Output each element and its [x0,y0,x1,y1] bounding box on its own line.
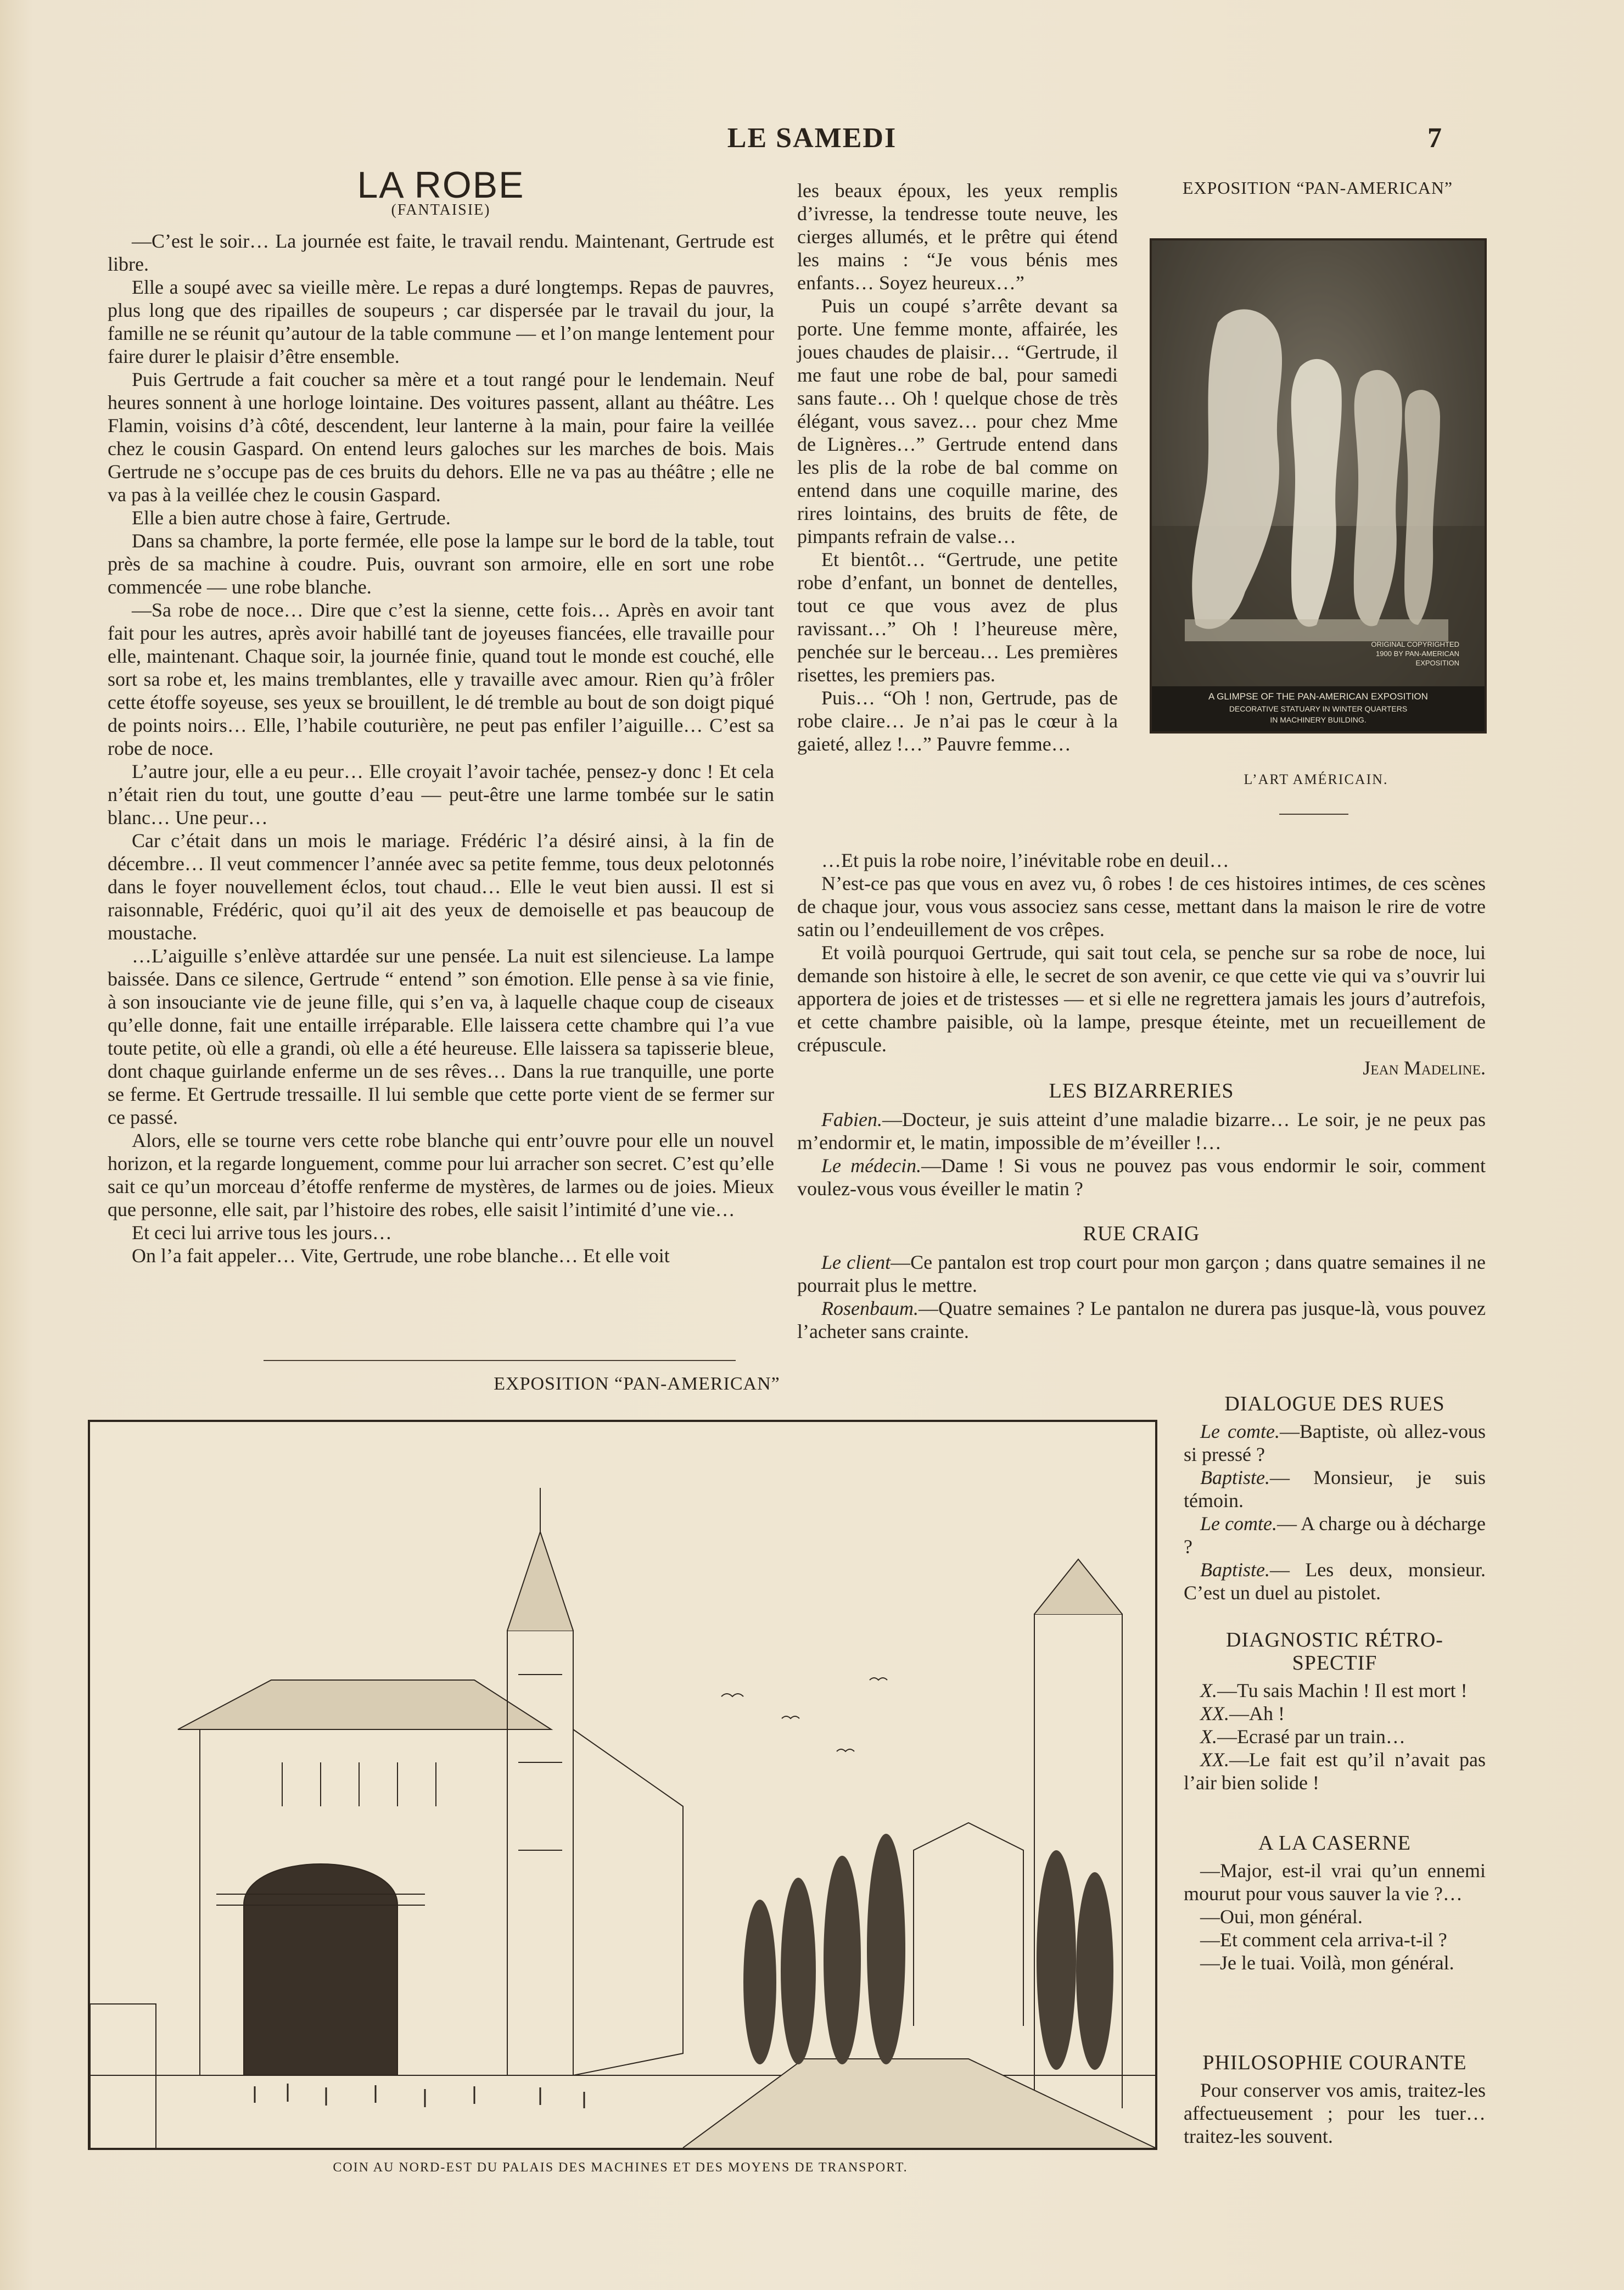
palace-illustration [90,1422,1155,2148]
dialogue-line: —Docteur, je suis atteint d’une maladie bizarre… Le soir, je ne peux pas m’endormir et, le matin, impossible de m’éveiller !… [797,1108,1486,1154]
paragraph: …Et puis la robe noire, l’inévitable robe en deuil… [821,849,1229,871]
speaker: X. [1200,1726,1217,1748]
speaker: Rosenbaum. [821,1297,919,1319]
statuary-figures [1152,240,1485,731]
speaker: XX. [1200,1749,1229,1771]
running-title: LE SAMEDI [727,122,897,154]
paragraph: Car c’était dans un mois le mariage. Frédéric l’a désiré ainsi, à la fin de décembre… Il veut commencer l’année avec sa petite femme, tous deux pelotonnés dans le foyer nouvellement éclos, tout chaud… Elle le veut bien aussi. Il est si raisonnable, Frédéric, quoi qu’il ait des yeux de demoiselle et pas beaucoup de moustache. [108,830,774,944]
dialogue-line: —Ce pantalon est trop court pour mon garçon ; dans quatre semaines il ne pourrait plus le mettre. [797,1251,1486,1296]
dialogue-des-rues-section [1184,1392,1486,1604]
paragraph: Elle a soupé avec sa vieille mère. Le repas a duré longtemps. Repas de pauvres, plus long que des ripailles de soupeurs ; car dispersée par le travail du jour, la famille ne se réunit qu’autour de la table commune — et l’on mange lentement pour faire durer le plaisir d’être ensemble. [108,276,774,367]
dialogue-line: —Oui, mon général. [1200,1906,1363,1928]
paragraph: Dans sa chambre, la porte fermée, elle pose la lampe sur le bord de la table, tout près de sa machine à coudre. Puis, ouvrant son armoire, elle en sort une robe commencée — une robe blanche. [108,530,774,598]
inset-caption-1: A GLIMPSE OF THE PAN-AMERICAN EXPOSITION [1208,691,1428,702]
dialogue-line: —Je le tuai. Voilà, mon général. [1200,1952,1454,1974]
speaker: Fabien. [821,1108,882,1130]
short-rule [1279,814,1348,815]
section-rule [264,1360,736,1361]
la-robe-column-1 [108,164,774,1267]
dialogue-line: — Monsieur, je suis témoin. [1184,1466,1486,1511]
photo-caption: L’ART AMÉRICAIN. [1244,771,1388,787]
speaker: Le comte. [1200,1513,1278,1535]
paragraph: …L’aiguille s’enlève attardée sur une pensée. La nuit est silencieuse. La lampe baissée. Dans ce silence, Gertrude “ entend ” son émotion. Elle pense à sa vie finie, à son insouciante vie de jeune fille, qui s’en va, à laquelle chaque coup de ciseaux qu’elle donne, fait une entaille irréparable. Elle laissera cette chambre qui l’a vue toute petite, où elle a grandi, où elle a été heureuse. Elle laissera sa tapisserie bleue, dont chaque guirlande enferme un de ses rêves… Dans la rue tranquille, une porte se ferme. Et Gertrude tressaille. Il lui semble que cette porte vient de se fermer sur ce passé. [108,945,774,1128]
dialogue-line: —Tu sais Machin ! Il est mort ! [1217,1679,1468,1701]
paragraph: Et voilà pourquoi Gertrude, qui sait tout cela, se penche sur sa robe de noce, lui demande son histoire à elle, le secret de son avenir, ce que cette vie qui va s’ouvrir lui apportera de joies et de tristesses — et si elle ne regrettera jamais les jours d’autrefois, et cette chambre paisible, où la lampe, presque éteinte, met un recueillement de crépuscule. [797,942,1486,1056]
speaker: Baptiste. [1200,1559,1270,1581]
dialogue-line: —Le fait est qu’il n’avait pas l’air bien solide ! [1184,1749,1486,1794]
philosophie-section [1184,2051,1486,2148]
dialogue-line: —Ah ! [1229,1703,1285,1725]
speaker: Le comte. [1200,1420,1280,1442]
paragraph: Et bientôt… “Gertrude, une petite robe d’enfant, un bonnet de dentelles, tout ce que vous avez de plus ravissant…” Oh ! l’heureuse mère, penchée sur le berceau… Les premières risettes, les premiers pas. [797,548,1118,686]
dialogue-line: —Dame ! Si vous ne pouvez pas vous endormir le soir, comment voulez-vous vous éveiller le matin ? [797,1155,1486,1200]
photo-heading: EXPOSITION “PAN-AMERICAN” [1182,178,1453,198]
speaker: XX. [1200,1703,1229,1725]
paragraph: Elle a bien autre chose à faire, Gertrude. [132,507,451,529]
dialogue-line: —Et comment cela arriva-t-il ? [1200,1929,1447,1951]
inset-credit-2: 1900 BY PAN-AMERICAN [1376,650,1459,658]
diagnostic-heading: DIAGNOSTIC RÉTRO-SPECTIF [1226,1628,1443,1675]
rue-craig-heading: RUE CRAIG [1083,1222,1200,1245]
paragraph: Puis… “Oh ! non, Gertrude, pas de robe claire… Je n’ai pas le cœur à la gaieté, allez !…” Pauvre femme… [797,687,1118,755]
caserne-heading: A LA CASERNE [1258,1832,1412,1855]
dialogue-line: —Ecrasé par un train… [1217,1726,1405,1748]
la-robe-wide [797,849,1486,1079]
paragraph: —C’est le soir… La journée est faite, le travail rendu. Maintenant, Gertrude est libre. [108,230,774,275]
dialogue-line: — A charge ou à décharge ? [1184,1513,1486,1558]
dialogue-line: —Major, est-il vrai qu’un ennemi mourut pour vous sauver la vie ?… [1184,1860,1486,1905]
paragraph: —Sa robe de noce… Dire que c’est la sienne, cette fois… Après en avoir tant fait pour les autres, après avoir habillé tant de joyeuses fiancées, elle travaille pour elle, maintenant. Chaque soir, la journée finie, quand tout le monde est couché, elle sort sa robe et, les mains tremblantes, elle y travaille avec amour. Rien qu’à frôler cette étoffe soyeuse, ses yeux se brouillent, le dé tremble au bout de son doigt piqué de points noirs… Elle, l’habile couturière, ne peut pas enfiler l’aiguille… C’est sa robe de noce. [108,599,774,759]
paragraph: L’autre jour, elle a eu peur… Elle croyait l’avoir tachée, pensez-y donc ! Et cela n’était rien du tout, une goutte d’eau — peut-être une larme tombée sur le satin blanc… Une peur… [108,760,774,828]
dialogue-line: — Les deux, monsieur. C’est un duel au pistolet. [1184,1559,1486,1604]
speaker: Baptiste. [1200,1466,1270,1488]
article-subtitle: (FANTAISIE) [391,201,491,219]
dialogue-line: —Baptiste, où allez-vous si pressé ? [1184,1420,1486,1465]
speaker: Le client [821,1251,891,1273]
engraving-caption: COIN AU NORD-EST DU PALAIS DES MACHINES ET DES MOYENS DE TRANSPORT. [333,2160,908,2175]
paragraph: les beaux époux, les yeux remplis d’ivresse, la tendresse toute neuve, les cierges allumés, et le prêtre qui étend les mains : “Je vous bénis mes enfants… Soyez heureux…” [797,180,1118,294]
paragraph: N’est-ce pas que vous en avez vu, ô robes ! de ces histoires intimes, de ces scènes de chaque jour, vous vous associez sans cesse, mettant dans la maison le rire de votre satin ou l’endeuillement de vos crêpes. [797,872,1486,940]
inset-credit-3: EXPOSITION [1415,659,1459,667]
machinery-palace-engraving [88,1420,1157,2150]
philosophie-heading: PHILOSOPHIE COURANTE [1202,2051,1467,2074]
paragraph: On l’a fait appeler… Vite, Gertrude, une robe blanche… Et elle voit [132,1245,670,1267]
paragraph: Puis un coupé s’arrête devant sa porte. Une femme monte, affairée, les joues chaudes de plaisir… “Gertrude, il me faut une robe de bal, pour samedi sans faute… Oh ! quelque chose de très élégant, vous savez… pour chez Mme de Lignères…” Gertrude entend dans les plis de la robe de bal comme on entend dans une coquille marine, des rires lointains, des bruits de fête, de pimpants refrain de valse… [797,295,1118,547]
inset-credit-1: ORIGINAL COPYRIGHTED [1371,640,1459,648]
dialogue-line: —Quatre semaines ? Le pantalon ne durera pas jusque-là, vous pouvez l’acheter sans crainte. [797,1297,1486,1342]
page-number: 7 [1427,122,1442,154]
rue-craig-section [797,1222,1486,1343]
speaker: X. [1200,1679,1217,1701]
article-title: LA ROBE [357,164,525,206]
bizarreries-section [797,1079,1486,1200]
paragraph: Alors, elle se tourne vers cette robe blanche qui entr’ouvre pour elle un nouvel horizon, et la regarde longuement, comme pour lui arracher son secret. C’est qu’elle sait ce qu’un morceau d’étoffe renferme de mystères, de larmes ou de joies. Mieux que personne, elle sait, par l’histoire des robes, elle saisit l’intimité d’une vie… [108,1129,774,1220]
dialogue-heading: DIALOGUE DES RUES [1224,1392,1445,1415]
inset-caption-3: IN MACHINERY BUILDING. [1270,715,1367,724]
paragraph: Et ceci lui arrive tous les jours… [132,1222,392,1244]
speaker: Le médecin. [821,1155,922,1177]
paragraph: Pour conserver vos amis, traitez-les affectueusement ; pour les tuer… traitez-les souvent. [1184,2079,1486,2147]
statuary-photo [1150,238,1487,734]
engraving-heading: EXPOSITION “PAN-AMERICAN” [494,1374,780,1394]
diagnostic-section [1184,1628,1486,1794]
signature: Jean Madeline. [1363,1057,1486,1079]
la-robe-column-2 [797,179,1118,755]
bizarreries-heading: LES BIZARRERIES [1049,1079,1234,1102]
paragraph: Puis Gertrude a fait coucher sa mère et a tout rangé pour le lendemain. Neuf heures sonnent à une horloge lointaine. Des voitures passent, allant au théâtre. Les Flamin, voisins d’à côté, descendent, leur lanterne à la main, pour faire la veillée chez le cousin Gaspard. On entend leurs galoches sur les marches de bois. Mais Gertrude ne s’occupe pas de ces bruits du dehors. Elle ne va pas au théâtre ; elle ne va pas à la veillée chez le cousin Gaspard. [108,368,774,506]
caserne-section [1184,1832,1486,1974]
inset-caption-2: DECORATIVE STATUARY IN WINTER QUARTERS [1229,704,1408,713]
